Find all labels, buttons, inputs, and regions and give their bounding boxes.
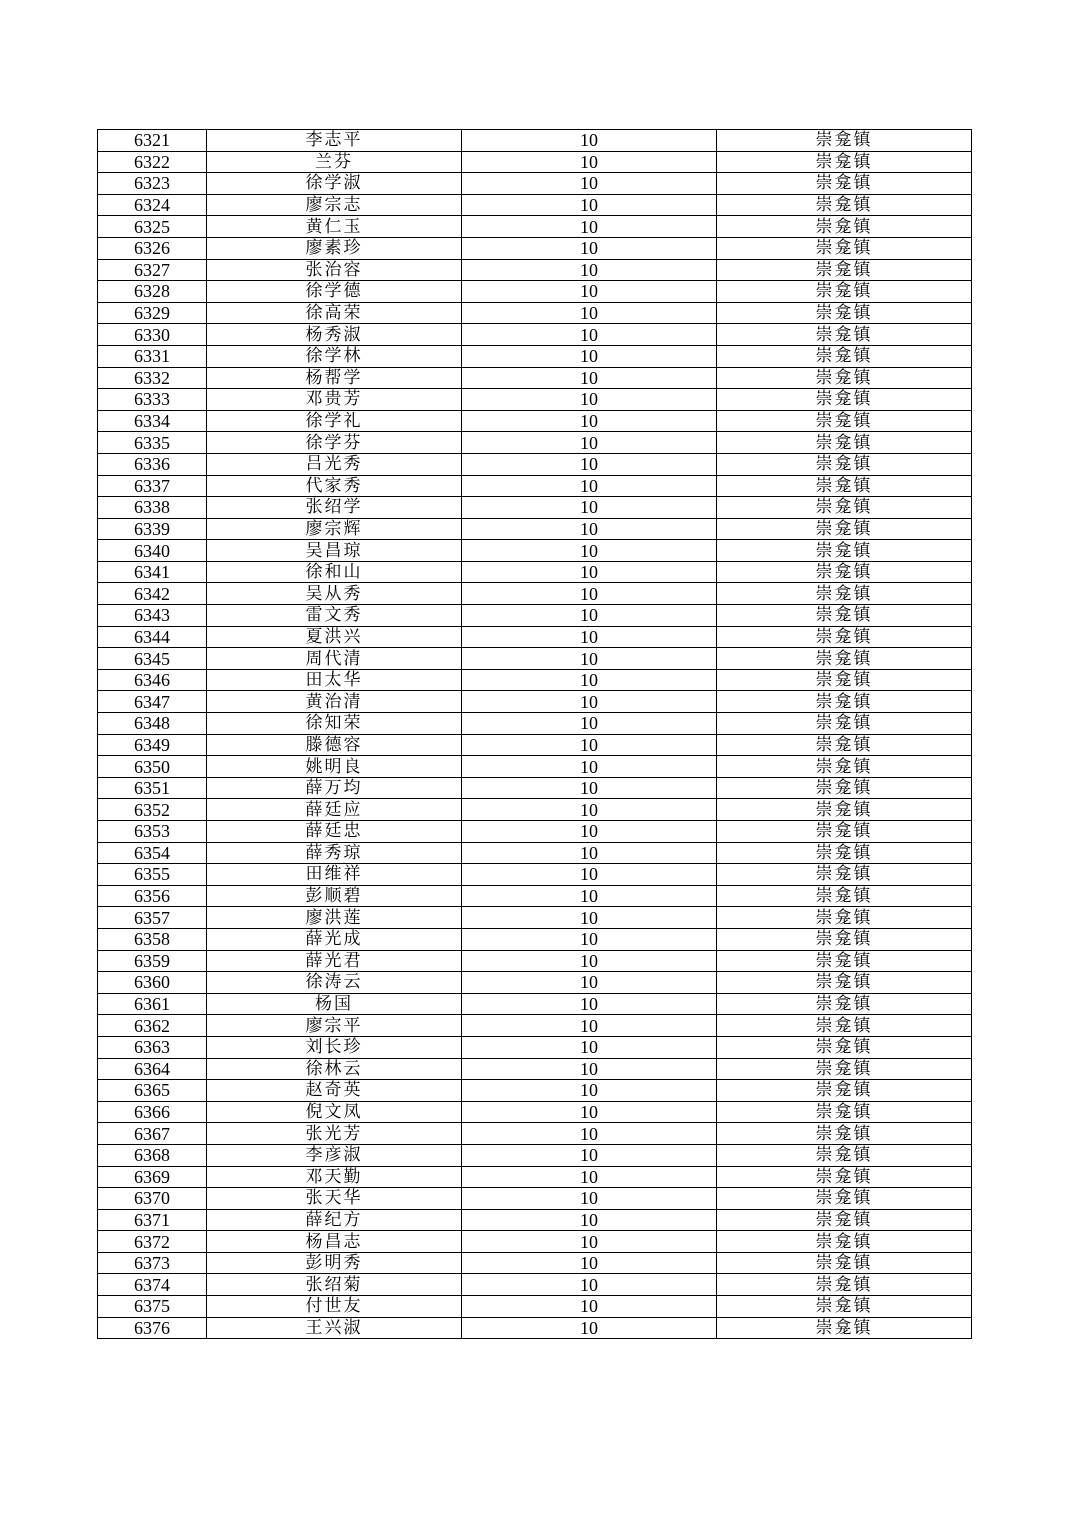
name-cell: 薛万均: [207, 777, 462, 799]
town-cell: 崇龛镇: [717, 1015, 972, 1037]
amount-cell: 10: [462, 864, 717, 886]
table-row: [98, 216, 972, 238]
name-cell: 倪文凤: [207, 1101, 462, 1123]
town-cell: 崇龛镇: [717, 216, 972, 238]
table-row: [98, 1317, 972, 1339]
row-number-cell: 6359: [98, 950, 207, 972]
row-number-cell: 6350: [98, 756, 207, 778]
table-row: [98, 1080, 972, 1102]
town-cell: 崇龛镇: [717, 540, 972, 562]
name-cell: 徐和山: [207, 561, 462, 583]
town-cell: 崇龛镇: [717, 1101, 972, 1123]
amount-cell: 10: [462, 1080, 717, 1102]
name-cell: 夏洪兴: [207, 626, 462, 648]
table-row: [98, 475, 972, 497]
name-cell: 黄治清: [207, 691, 462, 713]
name-cell: 吴昌琼: [207, 540, 462, 562]
table-row: [98, 734, 972, 756]
name-cell: 薛光成: [207, 928, 462, 950]
name-cell: 张绍学: [207, 497, 462, 519]
table-row: [98, 842, 972, 864]
row-number-cell: 6356: [98, 885, 207, 907]
table-row: [98, 1101, 972, 1123]
row-number-cell: 6323: [98, 173, 207, 195]
table-row: [98, 1296, 972, 1318]
name-cell: 徐学礼: [207, 410, 462, 432]
town-cell: 崇龛镇: [717, 907, 972, 929]
amount-cell: 10: [462, 777, 717, 799]
table-row: [98, 1274, 972, 1296]
table-row: [98, 173, 972, 195]
amount-cell: 10: [462, 583, 717, 605]
name-cell: 彭顺碧: [207, 885, 462, 907]
name-cell: 徐学芬: [207, 432, 462, 454]
table-row: [98, 605, 972, 627]
name-cell: 滕德容: [207, 734, 462, 756]
row-number-cell: 6371: [98, 1209, 207, 1231]
town-cell: 崇龛镇: [717, 324, 972, 346]
town-cell: 崇龛镇: [717, 713, 972, 735]
amount-cell: 10: [462, 237, 717, 259]
town-cell: 崇龛镇: [717, 756, 972, 778]
amount-cell: 10: [462, 1188, 717, 1210]
town-cell: 崇龛镇: [717, 1166, 972, 1188]
town-cell: 崇龛镇: [717, 561, 972, 583]
amount-cell: 10: [462, 626, 717, 648]
amount-cell: 10: [462, 1036, 717, 1058]
row-number-cell: 6340: [98, 540, 207, 562]
name-cell: 张治容: [207, 259, 462, 281]
name-cell: 田太华: [207, 669, 462, 691]
row-number-cell: 6346: [98, 669, 207, 691]
row-number-cell: 6369: [98, 1166, 207, 1188]
town-cell: 崇龛镇: [717, 799, 972, 821]
row-number-cell: 6322: [98, 151, 207, 173]
amount-cell: 10: [462, 648, 717, 670]
amount-cell: 10: [462, 561, 717, 583]
town-cell: 崇龛镇: [717, 237, 972, 259]
table-row: [98, 453, 972, 475]
name-cell: 邓贵芳: [207, 389, 462, 411]
table-row: [98, 1231, 972, 1253]
amount-cell: 10: [462, 669, 717, 691]
town-cell: 崇龛镇: [717, 1080, 972, 1102]
table-row: [98, 410, 972, 432]
town-cell: 崇龛镇: [717, 626, 972, 648]
amount-cell: 10: [462, 1317, 717, 1339]
name-cell: 田维祥: [207, 864, 462, 886]
name-cell: 薛秀琼: [207, 842, 462, 864]
name-cell: 薛光君: [207, 950, 462, 972]
town-cell: 崇龛镇: [717, 928, 972, 950]
town-cell: 崇龛镇: [717, 605, 972, 627]
name-cell: 付世友: [207, 1296, 462, 1318]
town-cell: 崇龛镇: [717, 1274, 972, 1296]
town-cell: 崇龛镇: [717, 1231, 972, 1253]
amount-cell: 10: [462, 1166, 717, 1188]
table-row: [98, 821, 972, 843]
table-row: [98, 281, 972, 303]
town-cell: 崇龛镇: [717, 777, 972, 799]
name-cell: 徐林云: [207, 1058, 462, 1080]
town-cell: 崇龛镇: [717, 259, 972, 281]
row-number-cell: 6368: [98, 1144, 207, 1166]
row-number-cell: 6354: [98, 842, 207, 864]
row-number-cell: 6339: [98, 518, 207, 540]
amount-cell: 10: [462, 367, 717, 389]
table-row: [98, 799, 972, 821]
row-number-cell: 6327: [98, 259, 207, 281]
name-cell: 黄仁玉: [207, 216, 462, 238]
table-row: [98, 777, 972, 799]
amount-cell: 10: [462, 1231, 717, 1253]
row-number-cell: 6331: [98, 345, 207, 367]
row-number-cell: 6372: [98, 1231, 207, 1253]
name-cell: 吕光秀: [207, 453, 462, 475]
name-cell: 廖素珍: [207, 237, 462, 259]
amount-cell: 10: [462, 713, 717, 735]
name-cell: 兰芬: [207, 151, 462, 173]
town-cell: 崇龛镇: [717, 821, 972, 843]
town-cell: 崇龛镇: [717, 475, 972, 497]
town-cell: 崇龛镇: [717, 173, 972, 195]
amount-cell: 10: [462, 950, 717, 972]
row-number-cell: 6362: [98, 1015, 207, 1037]
name-cell: 李志平: [207, 130, 462, 152]
row-number-cell: 6325: [98, 216, 207, 238]
name-cell: 杨秀淑: [207, 324, 462, 346]
town-cell: 崇龛镇: [717, 583, 972, 605]
row-number-cell: 6330: [98, 324, 207, 346]
table-row: [98, 1036, 972, 1058]
amount-cell: 10: [462, 842, 717, 864]
amount-cell: 10: [462, 389, 717, 411]
name-cell: 杨帮学: [207, 367, 462, 389]
table-row: [98, 669, 972, 691]
name-cell: 赵奇英: [207, 1080, 462, 1102]
amount-cell: 10: [462, 821, 717, 843]
name-cell: 薛廷应: [207, 799, 462, 821]
town-cell: 崇龛镇: [717, 194, 972, 216]
town-cell: 崇龛镇: [717, 885, 972, 907]
row-number-cell: 6345: [98, 648, 207, 670]
amount-cell: 10: [462, 453, 717, 475]
town-cell: 崇龛镇: [717, 281, 972, 303]
table-row: [98, 432, 972, 454]
row-number-cell: 6336: [98, 453, 207, 475]
name-cell: 廖宗平: [207, 1015, 462, 1037]
roster-table-body: [98, 130, 972, 1339]
town-cell: 崇龛镇: [717, 1144, 972, 1166]
row-number-cell: 6366: [98, 1101, 207, 1123]
name-cell: 王兴淑: [207, 1317, 462, 1339]
row-number-cell: 6324: [98, 194, 207, 216]
row-number-cell: 6332: [98, 367, 207, 389]
row-number-cell: 6376: [98, 1317, 207, 1339]
name-cell: 徐涛云: [207, 972, 462, 994]
town-cell: 崇龛镇: [717, 993, 972, 1015]
row-number-cell: 6355: [98, 864, 207, 886]
row-number-cell: 6333: [98, 389, 207, 411]
amount-cell: 10: [462, 928, 717, 950]
table-row: [98, 885, 972, 907]
amount-cell: 10: [462, 324, 717, 346]
name-cell: 廖宗辉: [207, 518, 462, 540]
town-cell: 崇龛镇: [717, 410, 972, 432]
row-number-cell: 6344: [98, 626, 207, 648]
amount-cell: 10: [462, 194, 717, 216]
row-number-cell: 6341: [98, 561, 207, 583]
town-cell: 崇龛镇: [717, 1036, 972, 1058]
row-number-cell: 6329: [98, 302, 207, 324]
amount-cell: 10: [462, 475, 717, 497]
town-cell: 崇龛镇: [717, 389, 972, 411]
table-row: [98, 864, 972, 886]
town-cell: 崇龛镇: [717, 842, 972, 864]
table-row: [98, 972, 972, 994]
name-cell: 张天华: [207, 1188, 462, 1210]
town-cell: 崇龛镇: [717, 497, 972, 519]
row-number-cell: 6347: [98, 691, 207, 713]
name-cell: 薛纪方: [207, 1209, 462, 1231]
town-cell: 崇龛镇: [717, 691, 972, 713]
town-cell: 崇龛镇: [717, 130, 972, 152]
amount-cell: 10: [462, 756, 717, 778]
table-row: [98, 259, 972, 281]
table-row: [98, 540, 972, 562]
row-number-cell: 6353: [98, 821, 207, 843]
town-cell: 崇龛镇: [717, 432, 972, 454]
name-cell: 徐学淑: [207, 173, 462, 195]
amount-cell: 10: [462, 691, 717, 713]
row-number-cell: 6365: [98, 1080, 207, 1102]
town-cell: 崇龛镇: [717, 453, 972, 475]
table-row: [98, 1015, 972, 1037]
table-row: [98, 1058, 972, 1080]
row-number-cell: 6342: [98, 583, 207, 605]
amount-cell: 10: [462, 1274, 717, 1296]
town-cell: 崇龛镇: [717, 1188, 972, 1210]
name-cell: 姚明良: [207, 756, 462, 778]
name-cell: 薛廷忠: [207, 821, 462, 843]
amount-cell: 10: [462, 993, 717, 1015]
table-row: [98, 561, 972, 583]
amount-cell: 10: [462, 302, 717, 324]
table-row: [98, 648, 972, 670]
table-row: [98, 1144, 972, 1166]
row-number-cell: 6364: [98, 1058, 207, 1080]
amount-cell: 10: [462, 1058, 717, 1080]
amount-cell: 10: [462, 518, 717, 540]
table-row: [98, 130, 972, 152]
row-number-cell: 6363: [98, 1036, 207, 1058]
amount-cell: 10: [462, 1144, 717, 1166]
town-cell: 崇龛镇: [717, 1252, 972, 1274]
name-cell: 杨国: [207, 993, 462, 1015]
name-cell: 张绍菊: [207, 1274, 462, 1296]
amount-cell: 10: [462, 1252, 717, 1274]
town-cell: 崇龛镇: [717, 669, 972, 691]
amount-cell: 10: [462, 432, 717, 454]
town-cell: 崇龛镇: [717, 972, 972, 994]
table-row: [98, 194, 972, 216]
name-cell: 邓天勤: [207, 1166, 462, 1188]
town-cell: 崇龛镇: [717, 518, 972, 540]
table-row: [98, 151, 972, 173]
amount-cell: 10: [462, 216, 717, 238]
row-number-cell: 6348: [98, 713, 207, 735]
row-number-cell: 6351: [98, 777, 207, 799]
amount-cell: 10: [462, 173, 717, 195]
name-cell: 周代清: [207, 648, 462, 670]
table-row: [98, 367, 972, 389]
amount-cell: 10: [462, 345, 717, 367]
town-cell: 崇龛镇: [717, 1058, 972, 1080]
amount-cell: 10: [462, 410, 717, 432]
table-row: [98, 1252, 972, 1274]
town-cell: 崇龛镇: [717, 1317, 972, 1339]
row-number-cell: 6321: [98, 130, 207, 152]
amount-cell: 10: [462, 799, 717, 821]
table-row: [98, 993, 972, 1015]
town-cell: 崇龛镇: [717, 1123, 972, 1145]
amount-cell: 10: [462, 885, 717, 907]
table-row: [98, 928, 972, 950]
row-number-cell: 6343: [98, 605, 207, 627]
amount-cell: 10: [462, 1123, 717, 1145]
name-cell: 李彦淑: [207, 1144, 462, 1166]
table-row: [98, 1166, 972, 1188]
town-cell: 崇龛镇: [717, 345, 972, 367]
row-number-cell: 6328: [98, 281, 207, 303]
amount-cell: 10: [462, 1209, 717, 1231]
name-cell: 张光芳: [207, 1123, 462, 1145]
row-number-cell: 6352: [98, 799, 207, 821]
amount-cell: 10: [462, 1296, 717, 1318]
table-row: [98, 907, 972, 929]
name-cell: 雷文秀: [207, 605, 462, 627]
row-number-cell: 6374: [98, 1274, 207, 1296]
row-number-cell: 6338: [98, 497, 207, 519]
row-number-cell: 6360: [98, 972, 207, 994]
amount-cell: 10: [462, 151, 717, 173]
name-cell: 徐学林: [207, 345, 462, 367]
town-cell: 崇龛镇: [717, 648, 972, 670]
row-number-cell: 6335: [98, 432, 207, 454]
table-row: [98, 691, 972, 713]
row-number-cell: 6326: [98, 237, 207, 259]
table-row: [98, 1123, 972, 1145]
table-row: [98, 713, 972, 735]
amount-cell: 10: [462, 907, 717, 929]
row-number-cell: 6349: [98, 734, 207, 756]
name-cell: 徐知荣: [207, 713, 462, 735]
town-cell: 崇龛镇: [717, 950, 972, 972]
name-cell: 代家秀: [207, 475, 462, 497]
amount-cell: 10: [462, 1015, 717, 1037]
name-cell: 徐学德: [207, 281, 462, 303]
town-cell: 崇龛镇: [717, 151, 972, 173]
table-row: [98, 1209, 972, 1231]
table-row: [98, 237, 972, 259]
name-cell: 吴从秀: [207, 583, 462, 605]
name-cell: 廖宗志: [207, 194, 462, 216]
row-number-cell: 6337: [98, 475, 207, 497]
row-number-cell: 6370: [98, 1188, 207, 1210]
table-row: [98, 626, 972, 648]
amount-cell: 10: [462, 972, 717, 994]
table-row: [98, 302, 972, 324]
town-cell: 崇龛镇: [717, 864, 972, 886]
row-number-cell: 6361: [98, 993, 207, 1015]
town-cell: 崇龛镇: [717, 1209, 972, 1231]
amount-cell: 10: [462, 1101, 717, 1123]
row-number-cell: 6367: [98, 1123, 207, 1145]
amount-cell: 10: [462, 734, 717, 756]
amount-cell: 10: [462, 281, 717, 303]
table-row: [98, 324, 972, 346]
row-number-cell: 6373: [98, 1252, 207, 1274]
table-row: [98, 583, 972, 605]
name-cell: 彭明秀: [207, 1252, 462, 1274]
amount-cell: 10: [462, 540, 717, 562]
town-cell: 崇龛镇: [717, 1296, 972, 1318]
amount-cell: 10: [462, 259, 717, 281]
roster-table: [97, 129, 972, 1339]
table-row: [98, 345, 972, 367]
amount-cell: 10: [462, 605, 717, 627]
table-row: [98, 950, 972, 972]
row-number-cell: 6357: [98, 907, 207, 929]
town-cell: 崇龛镇: [717, 367, 972, 389]
row-number-cell: 6334: [98, 410, 207, 432]
row-number-cell: 6358: [98, 928, 207, 950]
table-row: [98, 518, 972, 540]
table-row: [98, 497, 972, 519]
name-cell: 徐高荣: [207, 302, 462, 324]
name-cell: 廖洪莲: [207, 907, 462, 929]
table-row: [98, 389, 972, 411]
name-cell: 刘长珍: [207, 1036, 462, 1058]
amount-cell: 10: [462, 497, 717, 519]
row-number-cell: 6375: [98, 1296, 207, 1318]
town-cell: 崇龛镇: [717, 734, 972, 756]
town-cell: 崇龛镇: [717, 302, 972, 324]
name-cell: 杨昌志: [207, 1231, 462, 1253]
table-row: [98, 756, 972, 778]
table-row: [98, 1188, 972, 1210]
amount-cell: 10: [462, 130, 717, 152]
